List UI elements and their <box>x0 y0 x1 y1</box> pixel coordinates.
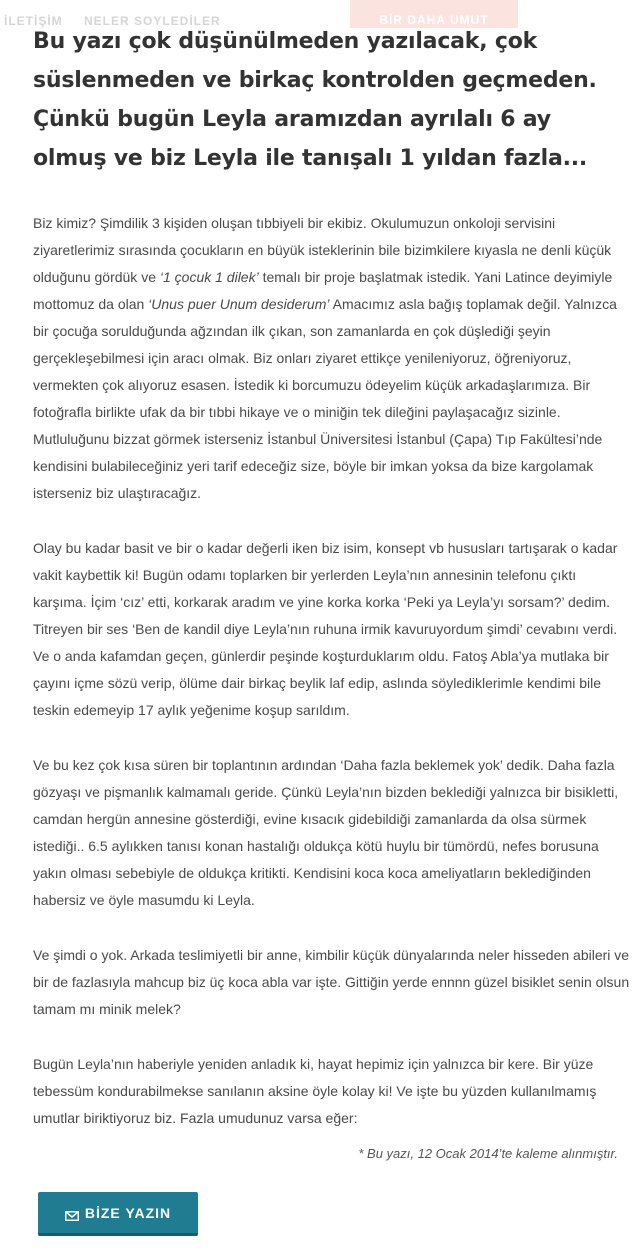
footnote: * Bu yazı, 12 Ocak 2014’te kaleme alınmıştır. <box>358 1146 618 1161</box>
article-title: Bu yazı çok düşünülmeden yazılacak, çok süslenmeden ve birkaç kontrolden geçmeden. Çünkü bugün Leyla aramızdan ayrılalı 6 ay olmuş ve biz Leyla ile tanışalı 1 yıldan fazla... <box>33 29 597 171</box>
paragraph-intro-text-2: temalı bir proje başlatmak istedik. Yani Latince deyimiyle mottomuz da olan <box>33 269 613 312</box>
nav-link-contact[interactable]: İLETİŞİM <box>4 14 63 28</box>
paragraph-intro-italic-2: ‘Unus puer Unum desiderum’ <box>148 296 330 312</box>
paragraph-intro-text-1: Biz kimiz? Şimdilik 3 kişiden oluşan tıbbiyeli bir ekibiz. Okulumuzun onkoloji servisini ziyaretlerimiz sırasında çocukların en büyük isteklerinin bile bizimkilere kıyasla ne denli küçük olduğunu gördük ve <box>33 215 612 285</box>
paragraph-phone-call: Olay bu kadar basit ve bir o kadar değerli iken biz isim, konsept vb hususları tartışarak o kadar vakit kaybettik ki! Bugün odamı toplarken bir yerlerden Leyla’nın annesinin telefonu çıktı karşıma. İçim ‘cız’ etti, korkarak aradım ve yine korka korka ‘Peki ya Leyla’yı sorsam?’ dedim. Titreyen bir ses ‘Ben de kandil diye Leyla’nın ruhuna irmik kavuruyordum şimdi’ cevabını verdi. Ve o anda kafamdan geçen, günlerdir peşinde koşturduklarım oldu. Fatoş Abla’ya mutlaka bir çayını içme sözü verip, ölüme dair birkaç beylik laf edip, aslında söylediklerimle kendimi bile teskin edemeyip 17 aylık yeğenime koşup sarıldım. <box>33 540 618 718</box>
nav-cta-button[interactable]: BİR DAHA UMUT <box>350 0 518 28</box>
contact-us-button[interactable] <box>38 1192 198 1236</box>
paragraph-hope: Bugün Leyla’nın haberiyle yeniden anladık ki, hayat hepimiz için yalnızca bir kere. Bir yüze tebessüm kondurabilmekse sanılanın aksine öyle kolay ki! Ve işte bu yüzden kullanılmamış umutlar biriktiyoruz biz. Fazla umudunuz varsa eğer: <box>33 1056 597 1126</box>
nav-link-testimonials[interactable]: NELER SOYLEDİLER <box>84 14 221 28</box>
envelope-icon <box>65 1208 79 1218</box>
contact-us-button-label: BİZE YAZIN <box>84 1204 172 1221</box>
paragraph-intro <box>33 210 631 507</box>
paragraph-farewell: Ve şimdi o yok. Arkada teslimiyetli bir anne, kimbilir küçük dünyalarında neler hisseden abileri ve bir de fazlasıyla mahcup biz üç koca abla var işte. Gittiğin yerde ennnn güzel bisiklet senin olsun tamam mı minik melek? <box>33 947 630 1017</box>
article-body <box>33 210 631 1160</box>
paragraph-bicycle: Ve bu kez çok kısa süren bir toplantının ardından ‘Daha fazla beklemek yok’ dedik. Daha fazla gözyaşı ve pişmanlık kalmamalı geride. Çünkü Leyla’nın bizden beklediği yalnızca bir bisikletti, camdan hergün annesine gösterdiği, evine kısacık gidebildiği zamanlarda da olsa sürmek istediği.. 6.5 aylıkken tanısı konan hastalığı oldukça kötü huylu bir tümördü, nefes borusuna yakın olması sebebiyle de oldukça kritikti. Kendisini koca koca ameliyatların beklediğinden habersiz ve öyle masumdu ki Leyla. <box>33 757 619 908</box>
paragraph-intro-italic-1: ‘1 çocuk 1 dilek’ <box>159 269 259 285</box>
paragraph-intro-text-3: Amacımız asla bağış toplamak değil. Yalnızca bir çocuğa sorulduğunda ağzından ilk çıkan, son zamanlarda en çok düşlediği şeyin gerçekleşebilmesi için aracı olmak. Biz onları ziyaret ettikçe yenileniyoruz, öğreniyoruz, vermekten çok alıyoruz esasen. İstedik ki borcumuzu ödeyelim küçük arkadaşlarımıza. Bir fotoğrafla birlikte ufak da bir tıbbi hikaye ve o miniğin tek dileğini paylaşacağız sizinle. Mutluluğunu bizzat görmek isterseniz İstanbul Üniversitesi İstanbul (Çapa) Tıp Fakültesi’nde kendisini bulabileceğiniz yeri tarif edeceğiz size, böyle bir imkan yoksa da bize kargolamak isterseniz biz ulaştıracağız. <box>33 296 617 501</box>
